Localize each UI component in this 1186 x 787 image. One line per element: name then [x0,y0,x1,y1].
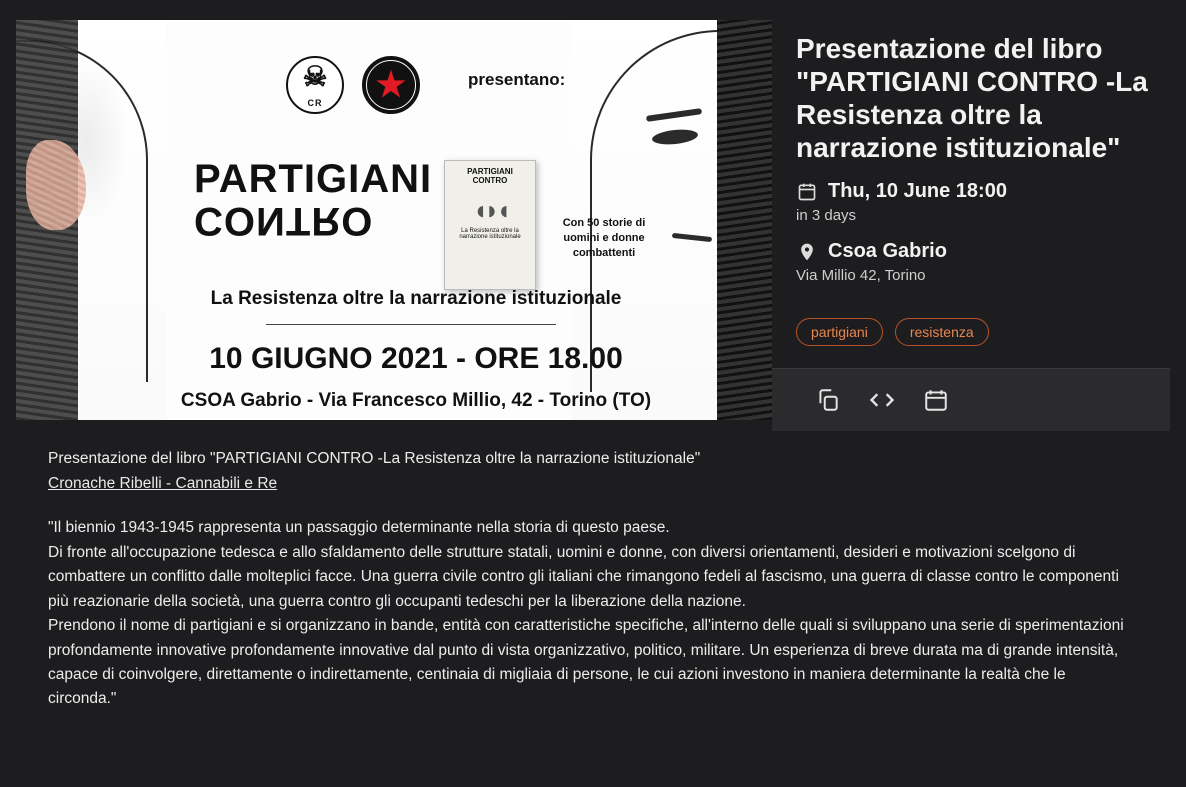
tag-resistenza[interactable]: resistenza [895,318,989,346]
event-relative-time: in 3 days [796,207,857,225]
map-pin-icon [796,241,818,263]
description-heading: Presentazione del libro "PARTIGIANI CONTRO -La Resistenza oltre la narrazione istituzionale" [48,450,701,468]
face-right-brow [646,108,702,122]
page-title: Presentazione del libro "PARTIGIANI CONTRO -La Resistenza oltre la narrazione istituzionale" [796,33,1148,164]
poster-place: CSOA Gabrio - Via Francesco Millio, 42 - Torino (TO) [180,390,652,411]
description-paragraph-1: "Il biennio 1943-1945 rappresenta un passaggio determinante nella storia di questo paese. [48,519,670,537]
tag-partigiani[interactable]: partigiani [796,318,883,346]
skull-icon [286,56,344,114]
event-venue[interactable]: Csoa Gabrio [828,240,947,263]
poster-subtitle: La Resistenza oltre la narrazione istituzionale [210,288,622,309]
logo-ring [366,60,416,110]
add-to-calendar-icon[interactable] [920,384,952,416]
poster-book-faces: ◖◗◖ [472,195,508,225]
event-tags [796,318,1154,346]
event-venue-row [796,240,1154,263]
face-right-mouth [672,233,712,242]
event-date: Thu, 10 June 18:00 [828,180,1007,203]
face-right-hair [717,20,772,420]
red-star-icon [362,56,420,114]
embed-code-icon[interactable] [866,384,898,416]
face-left-hair [16,20,78,420]
poster-book-subtitle: La Resistenza oltre la narrazione istituzionale [459,228,521,240]
event-date-row [796,180,1154,203]
poster-date: 10 GIUGNO 2021 - ORE 18.00 [209,342,623,375]
hero-section [16,20,1170,431]
event-description [16,431,1170,712]
event-poster-image [16,20,772,420]
logo-left-text: CR [307,98,323,108]
poster-canvas [16,20,772,420]
poster-stories-note: Con 50 storie di uomini e donne combattenti [562,217,646,259]
poster-book-title: PARTIGIANI CONTRO [467,167,513,185]
illustration-face-left [16,20,166,420]
event-address: Via Millio 42, Torino [796,267,926,285]
poster-logos [286,56,420,114]
poster-book-cover [444,160,536,290]
description-paragraph-3: Prendono il nome di partigiani e si organizzano in bande, entità con caratteristiche specifiche, all'interno delle quali si sviluppano una serie di sperimentazioni profondamente innovative profondamente innovative dal punto di vista organizzativo, politico, militare. Un esperienza di breve durata ma di grande intensità, capace di coinvolgere, direttamente o indirettamente, centinaia di migliaia di persone, le cui azioni investono in maniera determinante la realtà che le circonda." [48,617,1124,708]
poster-title-line2: CONTRO [194,199,374,243]
copy-icon[interactable] [812,384,844,416]
poster-title-line1: PARTIGIANI [194,157,433,201]
star-glyph: ★ [375,66,407,104]
page-content [0,20,1186,712]
event-info-panel [772,20,1170,431]
face-right-eye [651,128,698,147]
calendar-icon [796,181,818,203]
poster-divider [266,324,556,325]
poster-presentano: presentano: [468,70,566,89]
description-body [48,516,1138,712]
event-action-bar [772,368,1170,431]
organizer-link[interactable]: Cronache Ribelli - Cannabili e Re [48,474,278,492]
top-strip [0,0,1186,20]
description-paragraph-2: Di fronte all'occupazione tedesca e allo sfaldamento delle strutture statali, uomini e donne, con diversi orientamenti, desideri e motivazioni scelgono di combattere un conflitto dalle molteplici facce. Una guerra civile contro gli italiani che rimangono fedeli al fascismo, una guerra di classe contro le componenti più reazionarie della società, una guerra contro gli occupanti tedeschi per la liberazione della nazione. [48,543,1119,610]
